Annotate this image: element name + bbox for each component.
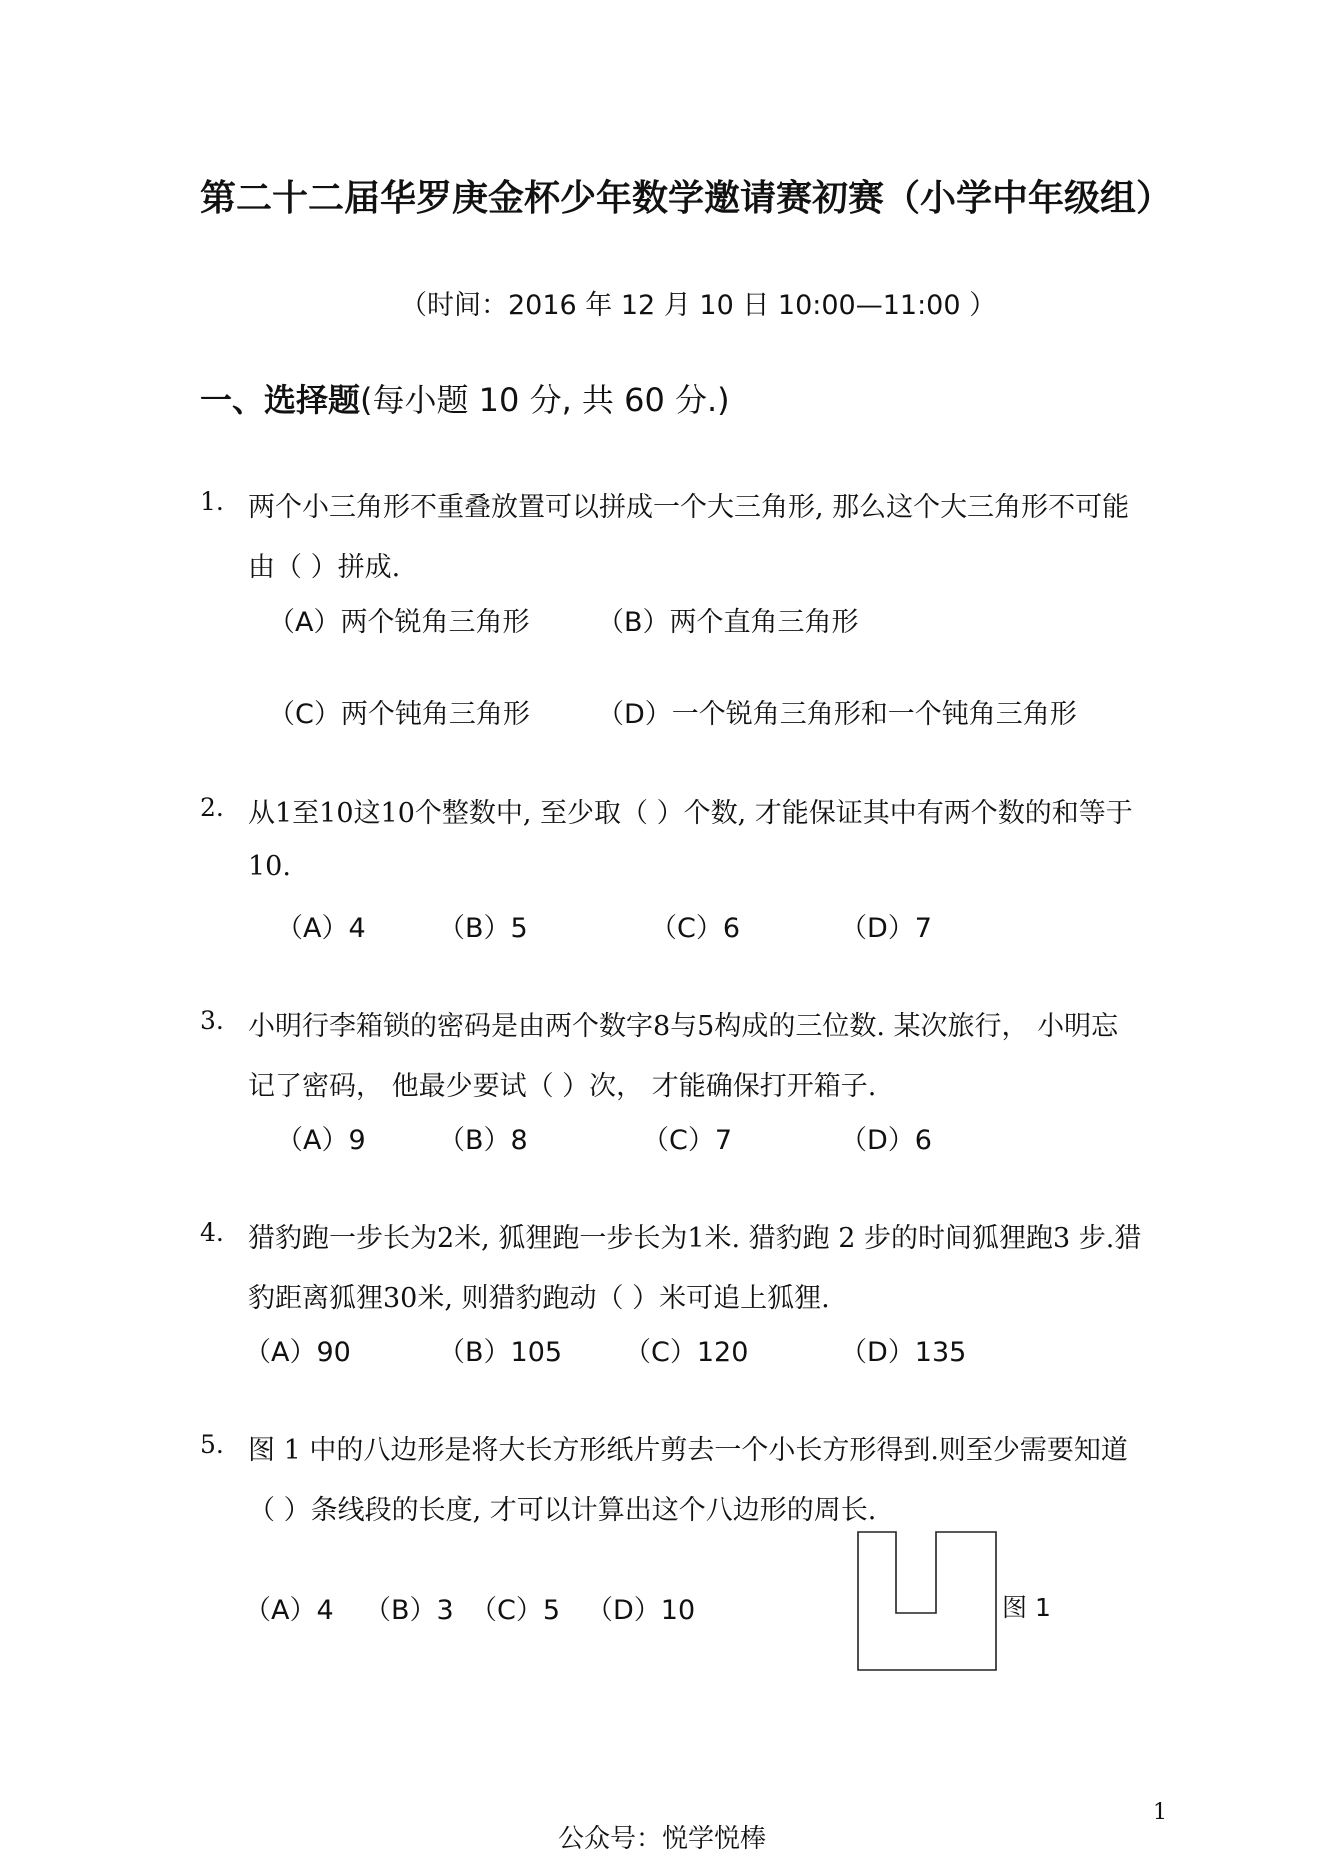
question-text: 从1至10这10个整数中, 至少取（ ）个数, 才能保证其中有两个数的和等于: [248, 798, 1133, 829]
figure-label: 图 1: [1002, 1593, 1051, 1622]
question-text: （ ）条线段的长度, 才可以计算出这个八边形的周长.: [248, 1495, 877, 1526]
question-text: 记了密码， 他最少要试（ ）次， 才能确保打开箱子.: [248, 1071, 877, 1102]
option-d: （D）一个锐角三角形和一个钝角三角形: [597, 699, 1077, 730]
option-c: （C）6: [650, 913, 741, 944]
octagon-figure: [856, 1530, 1004, 1676]
page-number: 1: [1153, 1800, 1167, 1825]
section-heading: [200, 375, 730, 421]
option-d: （D）10: [586, 1595, 696, 1626]
option-b: （B）105: [438, 1337, 563, 1368]
option-c: （C）120: [624, 1337, 749, 1368]
option-d: （D）7: [840, 913, 932, 944]
option-b: （B）3: [364, 1595, 454, 1626]
footer-text: 公众号：悦学悦棒: [558, 1824, 767, 1854]
exam-time: （时间：2016 年 12 月 10 日 10:00—11:00 ）: [400, 290, 997, 321]
option-c: （C）7: [642, 1125, 733, 1156]
question-text: 10.: [248, 851, 291, 882]
question-text: 猎豹跑一步长为2米, 狐狸跑一步长为1米. 猎豹跑 2 步的时间狐狸跑3 步.猎: [248, 1223, 1142, 1254]
option-a: （A）两个锐角三角形: [268, 607, 530, 638]
question-number: 3.: [200, 1006, 224, 1035]
option-a: （A）90: [244, 1337, 351, 1368]
section-note: (每小题 10 分, 共 60 分.): [360, 381, 730, 419]
option-d: （D）6: [840, 1125, 932, 1156]
option-d: （D）135: [840, 1337, 967, 1368]
question-number: 4.: [200, 1218, 224, 1247]
question-text: 小明行李箱锁的密码是由两个数字8与5构成的三位数. 某次旅行， 小明忘: [248, 1011, 1119, 1042]
question-text: 由（ ）拼成.: [248, 552, 401, 583]
option-b: （B）两个直角三角形: [597, 607, 859, 638]
option-a: （A）4: [276, 913, 366, 944]
option-c: （C）两个钝角三角形: [268, 699, 530, 730]
question-text: 图 1 中的八边形是将大长方形纸片剪去一个小长方形得到.则至少需要知道: [248, 1435, 1128, 1466]
option-a: （A）9: [276, 1125, 366, 1156]
question-number: 5.: [200, 1430, 224, 1459]
option-a: （A）4: [244, 1595, 334, 1626]
question-text: 两个小三角形不重叠放置可以拼成一个大三角形, 那么这个大三角形不可能: [248, 492, 1130, 523]
question-number: 2.: [200, 793, 224, 822]
octagon-shape: [858, 1532, 996, 1670]
option-c: （C）5: [470, 1595, 561, 1626]
question-text: 豹距离狐狸30米, 则猎豹跑动（ ）米可追上狐狸.: [248, 1283, 830, 1314]
question-number: 1.: [200, 487, 224, 516]
option-b: （B）5: [438, 913, 528, 944]
page-title: 第二十二届华罗庚金杯少年数学邀请赛初赛（小学中年级组）: [200, 178, 1173, 219]
section-title: 一、选择题: [200, 381, 361, 419]
option-b: （B）8: [438, 1125, 528, 1156]
